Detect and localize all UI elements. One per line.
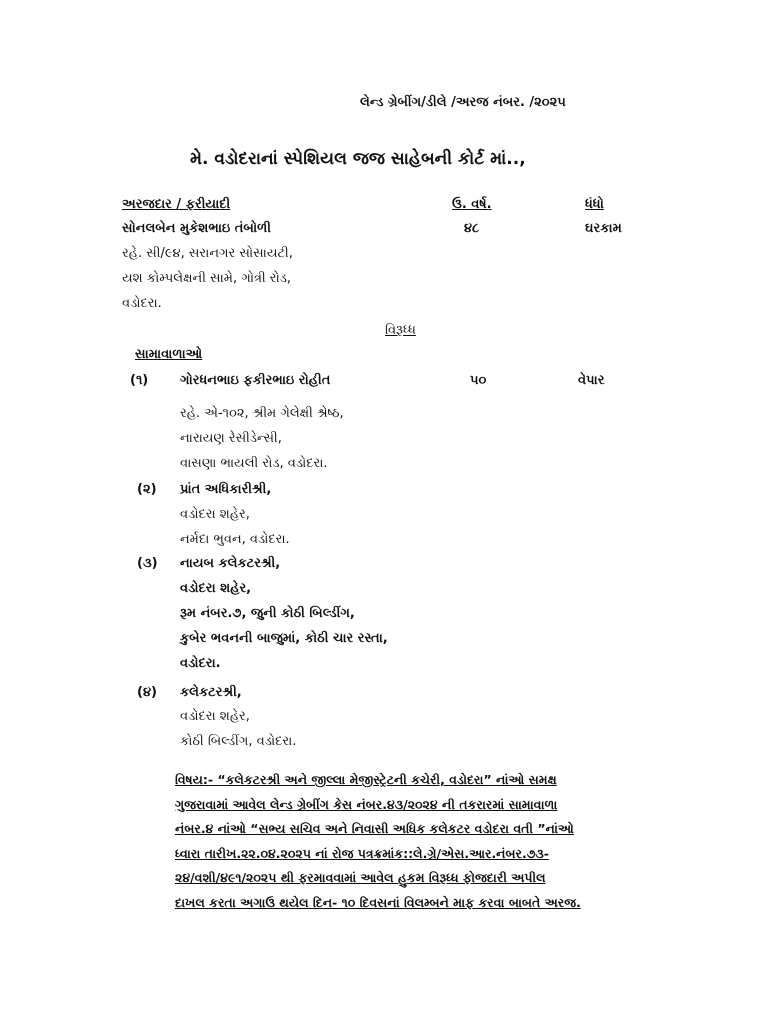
respondent-occupation: વેપાર	[578, 373, 605, 388]
subject-line: ધ્વારા તારીખ.૨૨.૦૪.૨૦૨૫ નાં રોજ પત્રક્રમાંક::લે.ગ્રે/એસ.આર.નંબર.૭૩-	[175, 845, 549, 861]
subject-line: ગુજરાવામાં આવેલ લેન્ડ ગ્રેબીંગ કેસ નંબર.૪૩/૨૦૨૪ ની તકરારમાં સામાવાળા	[175, 796, 558, 812]
reference-number: લેન્ડ ગ્રેબીંગ/ડીલે /અરજ નંબર. /૨૦૨૫	[360, 95, 566, 110]
subject-line: નંબર.૪ નાંઓ “સભ્ય સચિવ અને નિવાસી અધિક કલેકટર વડોદરા વતી ”નાંઓ	[175, 821, 574, 836]
respondent-number: (૪)	[137, 685, 157, 700]
applicant-address-line: યશ કોમ્પલેક્ષની સામે, ગોત્રી રોડ,	[122, 271, 292, 286]
respondent-address-line: રૂમ નંબર.૭, જુની કોઠી બિલ્ડીંગ,	[180, 606, 355, 621]
court-title: મે. વડોદરાનાં સ્પેશિયલ જજ સાહેબની કોર્ટ માં..,	[190, 149, 526, 169]
respondent-address-line: વડોદરા.	[180, 656, 221, 671]
applicant-occupation: ઘરકામ	[585, 221, 622, 236]
respondent-address-line: વાસણા ભાયલી રોડ, વડોદરા.	[180, 456, 328, 471]
subject-line: ૨૪/વશી/૪૯૧/૨૦૨૫ થી ફરમાવવામાં આવેલ હુકમ વિરૂધ્ધ ફોજદારી અપીલ	[175, 870, 546, 885]
header-age: ઉ. વર્ષ.	[452, 197, 492, 212]
applicant-name: સોનલબેન મુકેશભાઇ તંબોળી	[122, 221, 271, 236]
applicant-age: ૪૮	[464, 221, 480, 236]
subject-paragraph	[175, 768, 680, 915]
applicant-address-line: રહે. સી/૯૪, સરાનગર સોસાયટી,	[122, 246, 293, 261]
subject-line: વિષય:- “કલેકટરશ્રી અને જીલ્લા મેજીસ્ટ્રેટની કચેરી, વડોદરા” નાંઓ સમક્ષ	[175, 772, 557, 787]
respondent-address-line: વડોદરા શહેર,	[180, 507, 250, 522]
respondent-address-line: વડોદરા શહેર,	[180, 581, 252, 596]
respondent-address-line: રહે. એ-૧૦૨, શ્રીમ ગેલેક્ષી શ્રેષ્ઠ,	[180, 406, 344, 421]
respondent-number: (૩)	[137, 556, 158, 571]
respondent-name: નાયબ કલેકટરશ્રી,	[180, 556, 281, 571]
versus-label: વિરૂધ્ધ	[385, 323, 416, 338]
respondent-address-line: નારાયણ રેસીડેન્સી,	[180, 431, 282, 446]
respondent-address-line: કુબેર ભવનની બાજુમાં, કોઠી ચાર રસ્તા,	[180, 631, 388, 646]
respondent-address-line: નર્મદા ભુવન, વડોદરા.	[180, 532, 290, 547]
applicant-address-line: વડોદરા.	[122, 296, 162, 311]
respondent-name: કલેકટરશ્રી,	[180, 685, 242, 700]
respondent-number: (૧)	[130, 373, 149, 388]
respondent-address-line: કોઠી બિલ્ડીંગ, વડોદરા.	[180, 734, 297, 749]
respondent-name: ગોરધનભાઇ ફકીરભાઇ રોહીત	[180, 373, 331, 388]
respondent-address-line: વડોદરા શહેર,	[180, 709, 250, 724]
header-occupation: ધંધો	[585, 197, 604, 212]
respondent-number: (૨)	[137, 482, 157, 497]
respondent-name: પ્રાંત અધિકારીશ્રી,	[180, 482, 272, 497]
respondents-heading: સામાવાળાઓ	[135, 347, 203, 362]
header-party: અરજદાર / ફરીયાદી	[122, 197, 231, 212]
subject-line: દાખલ કરતા અગાઉ થયેલ દિન- ૧૦ દિવસનાં વિલમ્બને માફ કરવા બાબતે અરજ.	[175, 894, 581, 910]
respondent-age: ૫૦	[470, 373, 487, 388]
